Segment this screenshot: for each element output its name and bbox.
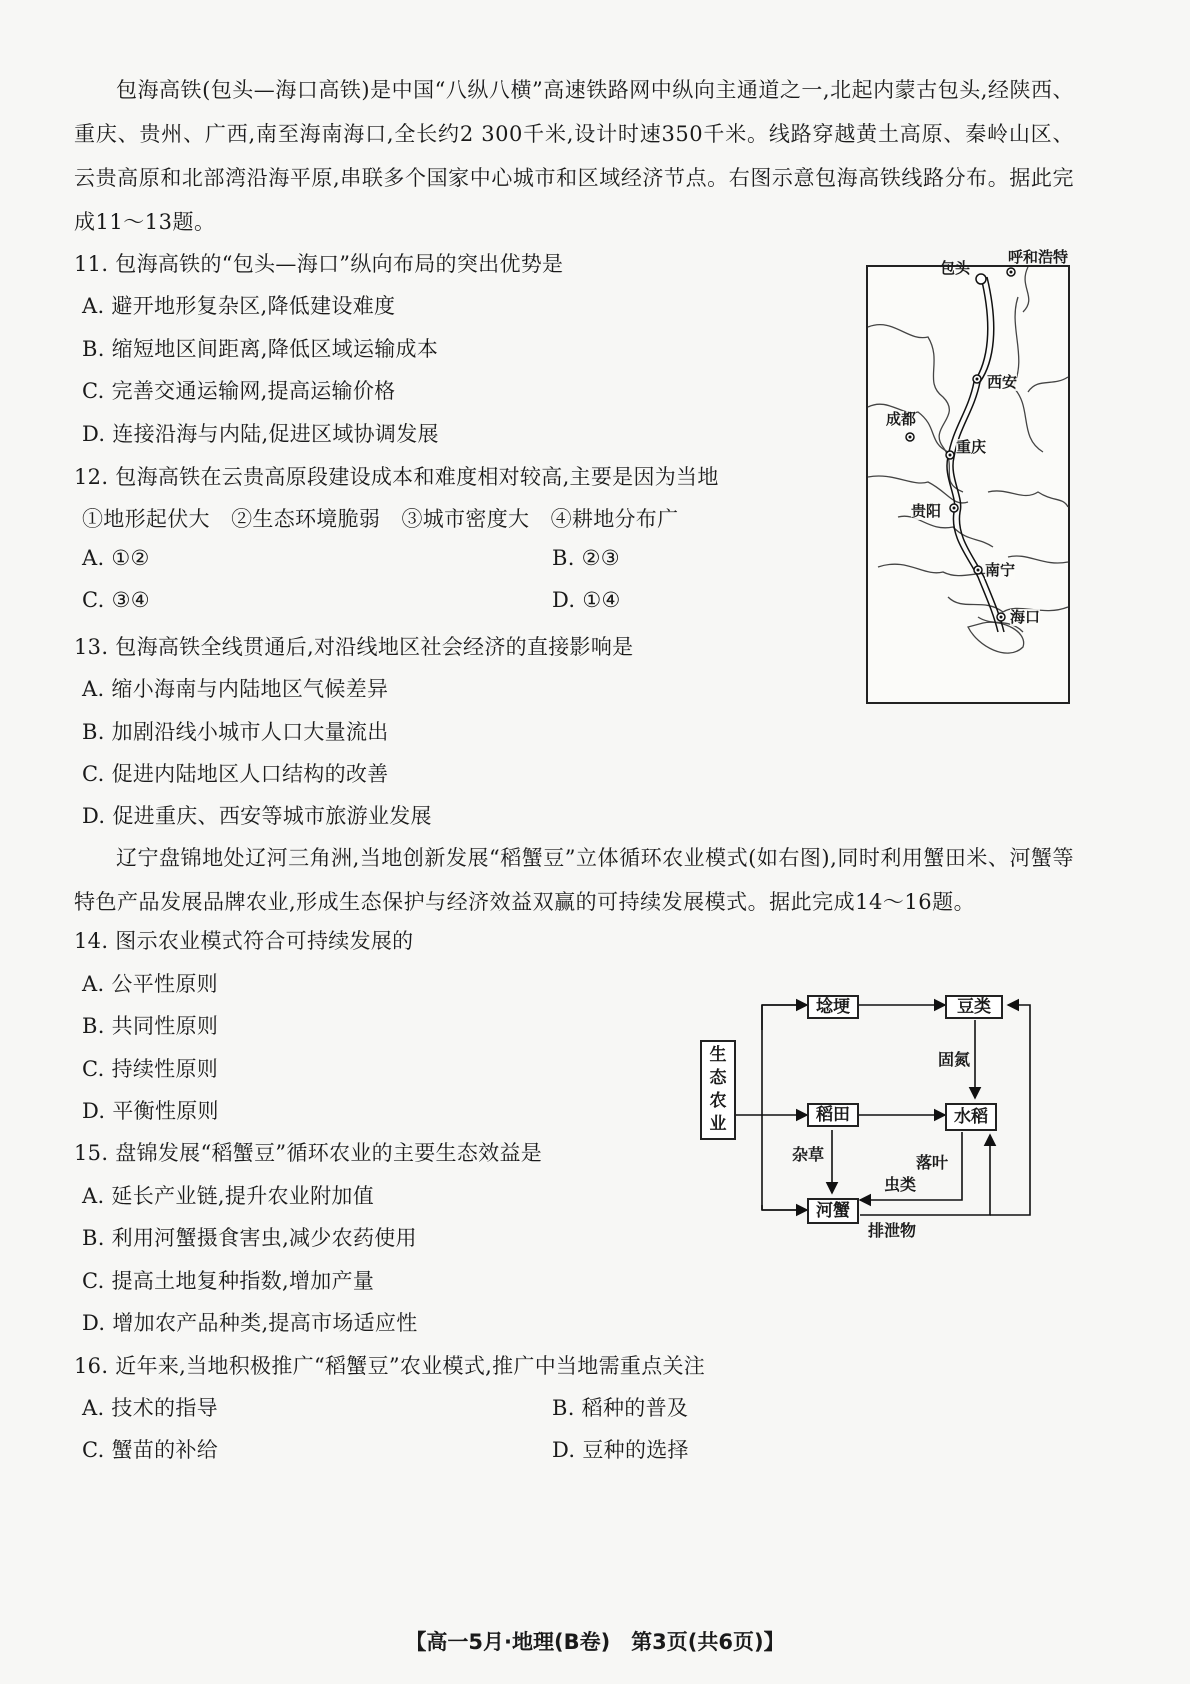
city-label-nanning: 南宁 xyxy=(985,561,1016,579)
q11-option-d: D. 连接沿海与内陆,促进区域协调发展 xyxy=(82,422,439,446)
q14-option-b: B. 共同性原则 xyxy=(82,1014,219,1038)
coastline xyxy=(948,597,1068,612)
q16-option-a: A. 技术的指导 xyxy=(82,1396,218,1420)
q12-option-b: B. ②③ xyxy=(552,546,620,570)
q13-option-a: A. 缩小海南与内陆地区气候差异 xyxy=(82,677,389,701)
map-drawing xyxy=(868,267,1068,702)
q12-option-a: A. ①② xyxy=(82,546,150,570)
question-16-stem: 16. 近年来,当地积极推广“稻蟹豆”农业模式,推广中当地需重点关注 xyxy=(74,1354,706,1378)
q12-option-d: D. ①④ xyxy=(552,588,621,612)
q16-option-b: B. 稻种的普及 xyxy=(552,1396,689,1420)
eco-agriculture-diagram xyxy=(700,995,1080,1240)
city-label-chengdu: 成都 xyxy=(886,410,917,428)
arrow-crab-to-rice xyxy=(860,1135,990,1215)
q12-items: ①地形起伏大 ②生态环境脆弱 ③城市密度大 ④耕地分布广 xyxy=(82,507,679,531)
intro-paragraph-1: 包海高铁(包头—海口高铁)是中国“八纵八横”高速铁路网中纵向主通道之一,北起内蒙古包头,经陕西、重庆、贵州、广西,南至海南海口,全长约2 300千米,设计时速350千米。线路穿越黄土高原、秦岭山区、云贵高原和北部湾沿海平原,串联多个国家中心城市和区域经济节点。右图示意包海高铁线路分布。据此完成11～13题。 xyxy=(74,78,1074,234)
city-label-guiyang: 贵阳 xyxy=(911,502,942,520)
label-insects: 虫类 xyxy=(884,1175,917,1194)
q13-option-c: C. 促进内陆地区人口结构的改善 xyxy=(82,762,389,786)
question-12-stem: 12. 包海高铁在云贵高原段建设成本和难度相对较高,主要是因为当地 xyxy=(74,465,719,489)
q14-option-a: A. 公平性原则 xyxy=(82,972,218,996)
eco-agriculture-box: 生 态 农 业 xyxy=(700,1040,736,1140)
city-marker-baotou xyxy=(976,274,986,284)
q15-option-d: D. 增加农产品种类,提高市场适应性 xyxy=(82,1311,418,1335)
label-excreta: 排泄物 xyxy=(868,1221,917,1240)
q16-option-c: C. 蟹苗的补给 xyxy=(82,1438,219,1462)
diagram-arrows xyxy=(700,995,1080,1235)
city-label-chongqing: 重庆 xyxy=(956,438,987,456)
label-weeds: 杂草 xyxy=(792,1145,825,1164)
q11-option-a: A. 避开地形复杂区,降低建设难度 xyxy=(82,294,396,318)
q11-option-c: C. 完善交通运输网,提高运输价格 xyxy=(82,379,396,403)
city-label-baotou: 包头 xyxy=(940,259,971,277)
q13-option-b: B. 加剧沿线小城市人口大量流出 xyxy=(82,720,389,744)
q16-option-d: D. 豆种的选择 xyxy=(552,1438,689,1462)
node-crab: 河蟹 xyxy=(807,1198,859,1224)
city-label-xian: 西安 xyxy=(987,373,1018,391)
province-border xyxy=(868,325,963,492)
label-fallen-leaves: 落叶 xyxy=(916,1153,949,1172)
city-label-hohhot: 呼和浩特 xyxy=(1008,248,1069,266)
label-nitrogen-fixation: 固氮 xyxy=(938,1050,971,1069)
province-border xyxy=(988,491,1068,507)
q13-option-d: D. 促进重庆、西安等城市旅游业发展 xyxy=(82,804,432,828)
q14-option-d: D. 平衡性原则 xyxy=(82,1099,219,1123)
province-border xyxy=(1013,297,1043,452)
question-15-stem: 15. 盘锦发展“稻蟹豆”循环农业的主要生态效益是 xyxy=(74,1141,543,1165)
node-ridge: 埝埂 xyxy=(807,995,859,1019)
page-footer: 【高一5月·地理(B卷) 第3页(共6页)】 xyxy=(405,1630,785,1654)
railway-map xyxy=(866,248,1070,704)
question-11-stem: 11. 包海高铁的“包头—海口”纵向布局的突出优势是 xyxy=(74,252,564,276)
province-border xyxy=(1008,556,1068,563)
q15-option-b: B. 利用河蟹摄食害虫,减少农药使用 xyxy=(82,1226,417,1250)
node-rice-field: 稻田 xyxy=(807,1103,859,1127)
q15-option-a: A. 延长产业链,提升农业附加值 xyxy=(82,1184,374,1208)
q11-option-b: B. 缩短地区间距离,降低区域运输成本 xyxy=(82,337,439,361)
question-14-stem: 14. 图示农业模式符合可持续发展的 xyxy=(74,929,414,953)
node-rice: 水稻 xyxy=(945,1103,997,1131)
q14-option-c: C. 持续性原则 xyxy=(82,1057,219,1081)
city-label-haikou: 海口 xyxy=(1010,608,1041,626)
province-border xyxy=(1028,377,1068,392)
province-border xyxy=(1023,267,1029,312)
intro-paragraph-2: 辽宁盘锦地处辽河三角洲,当地创新发展“稻蟹豆”立体循环农业模式(如右图),同时利用蟹田米、河蟹等特色产品发展品牌农业,形成生态保护与经济效益双赢的可持续发展模式。据此完成14～16题。 xyxy=(74,846,1074,914)
q15-option-c: C. 提高土地复种指数,增加产量 xyxy=(82,1269,375,1293)
question-13-stem: 13. 包海高铁全线贯通后,对沿线地区社会经济的直接影响是 xyxy=(74,635,634,659)
node-beans: 豆类 xyxy=(945,995,1003,1019)
province-border xyxy=(898,516,993,547)
q12-option-c: C. ③④ xyxy=(82,588,150,612)
